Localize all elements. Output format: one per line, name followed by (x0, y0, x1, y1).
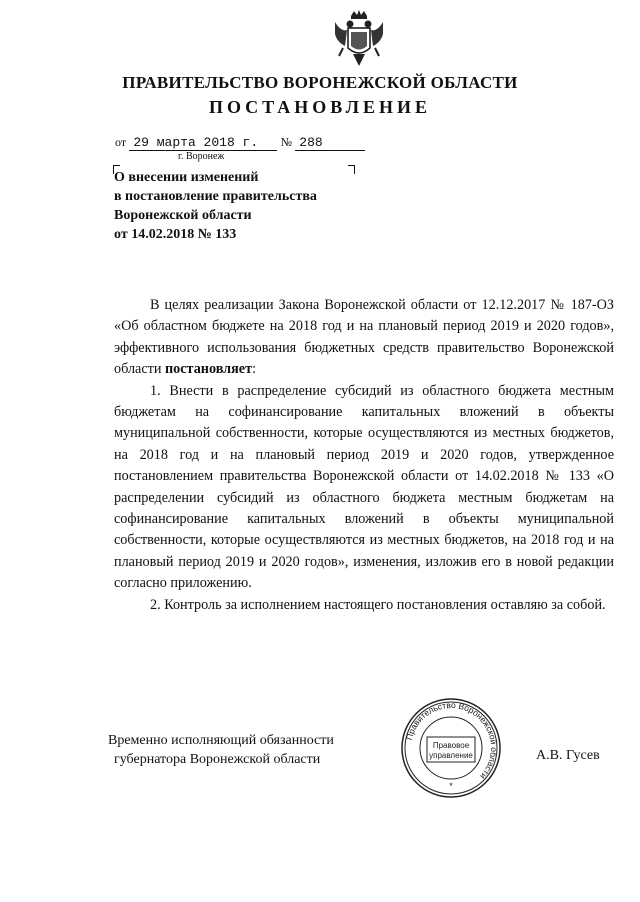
document-type: ПОСТАНОВЛЕНИЕ (208, 97, 432, 117)
official-stamp (400, 697, 502, 799)
stamp-star: * (449, 781, 453, 791)
subject-line: Воронежской области (114, 208, 252, 223)
intro-colon: : (252, 361, 257, 378)
paragraph-item-2: 2. Контроль за исполнением настоящего постановления оставляю за собой. (150, 596, 606, 613)
coat-of-arms-icon (331, 8, 387, 70)
issue-city: г. Воронеж (178, 151, 225, 162)
document-date: 29 марта 2018 г. (129, 135, 277, 151)
intro-verb: постановляет (164, 361, 253, 378)
paragraph-item-1: 1. Внести в распределение субсидий из областного бюджета местным бюджетам на софинансирование капитальных вложений в объекты муниципальной собственности, которые осуществляются из местных бюджетов, на 2018 год и на плановый период 2019 и 2020 годов, утвержденное постановлением правительства Воронежской области от 14.02.2018 № 133 «О распределении субсидий из областного бюджета местным бюджетам на софинансирование капитальных вложений в объекты муниципальной собственности, которые осуществляются из местных бюджетов, на 2018 год и на плановый период 2019 и 2020 годов», изменения, изложив его в новой редакции согласно приложению. (114, 382, 614, 592)
subject-bracket-right (348, 165, 355, 174)
stamp-center-line-1: Правовое (432, 741, 470, 750)
stamp-center-line-2: управление (429, 751, 473, 760)
date-prefix: от (115, 135, 127, 149)
subject-line: от 14.02.2018 № 133 (114, 227, 237, 242)
document-subject (114, 168, 317, 244)
document-number: 288 (295, 135, 365, 151)
position-line-1: Временно исполняющий обязанности (108, 733, 334, 748)
stamp-ring-text: Правительство Воронежской области (403, 699, 500, 782)
intro-text: В целях реализации Закона Воронежской области от 12.12.2017 № 187-ОЗ «Об областном бюджете на 2018 год и на плановый период 2019 и 2020 годов», эффективного использования бюджетных средств правительство Воронежской области (114, 297, 614, 378)
subject-line: О внесении изменений (114, 170, 259, 185)
subject-line: в постановление правительства (114, 189, 317, 204)
number-prefix: № (280, 135, 293, 149)
organization-name: ПРАВИТЕЛЬСТВО ВОРОНЕЖСКОЙ ОБЛАСТИ (122, 73, 518, 92)
position-line-2: губернатора Воронежской области (114, 752, 321, 767)
document-body (114, 295, 614, 616)
signatory-position (108, 731, 334, 769)
intro-paragraph (114, 295, 614, 381)
date-number-line (115, 134, 365, 151)
signatory-name: А.В. Гусев (536, 748, 600, 763)
